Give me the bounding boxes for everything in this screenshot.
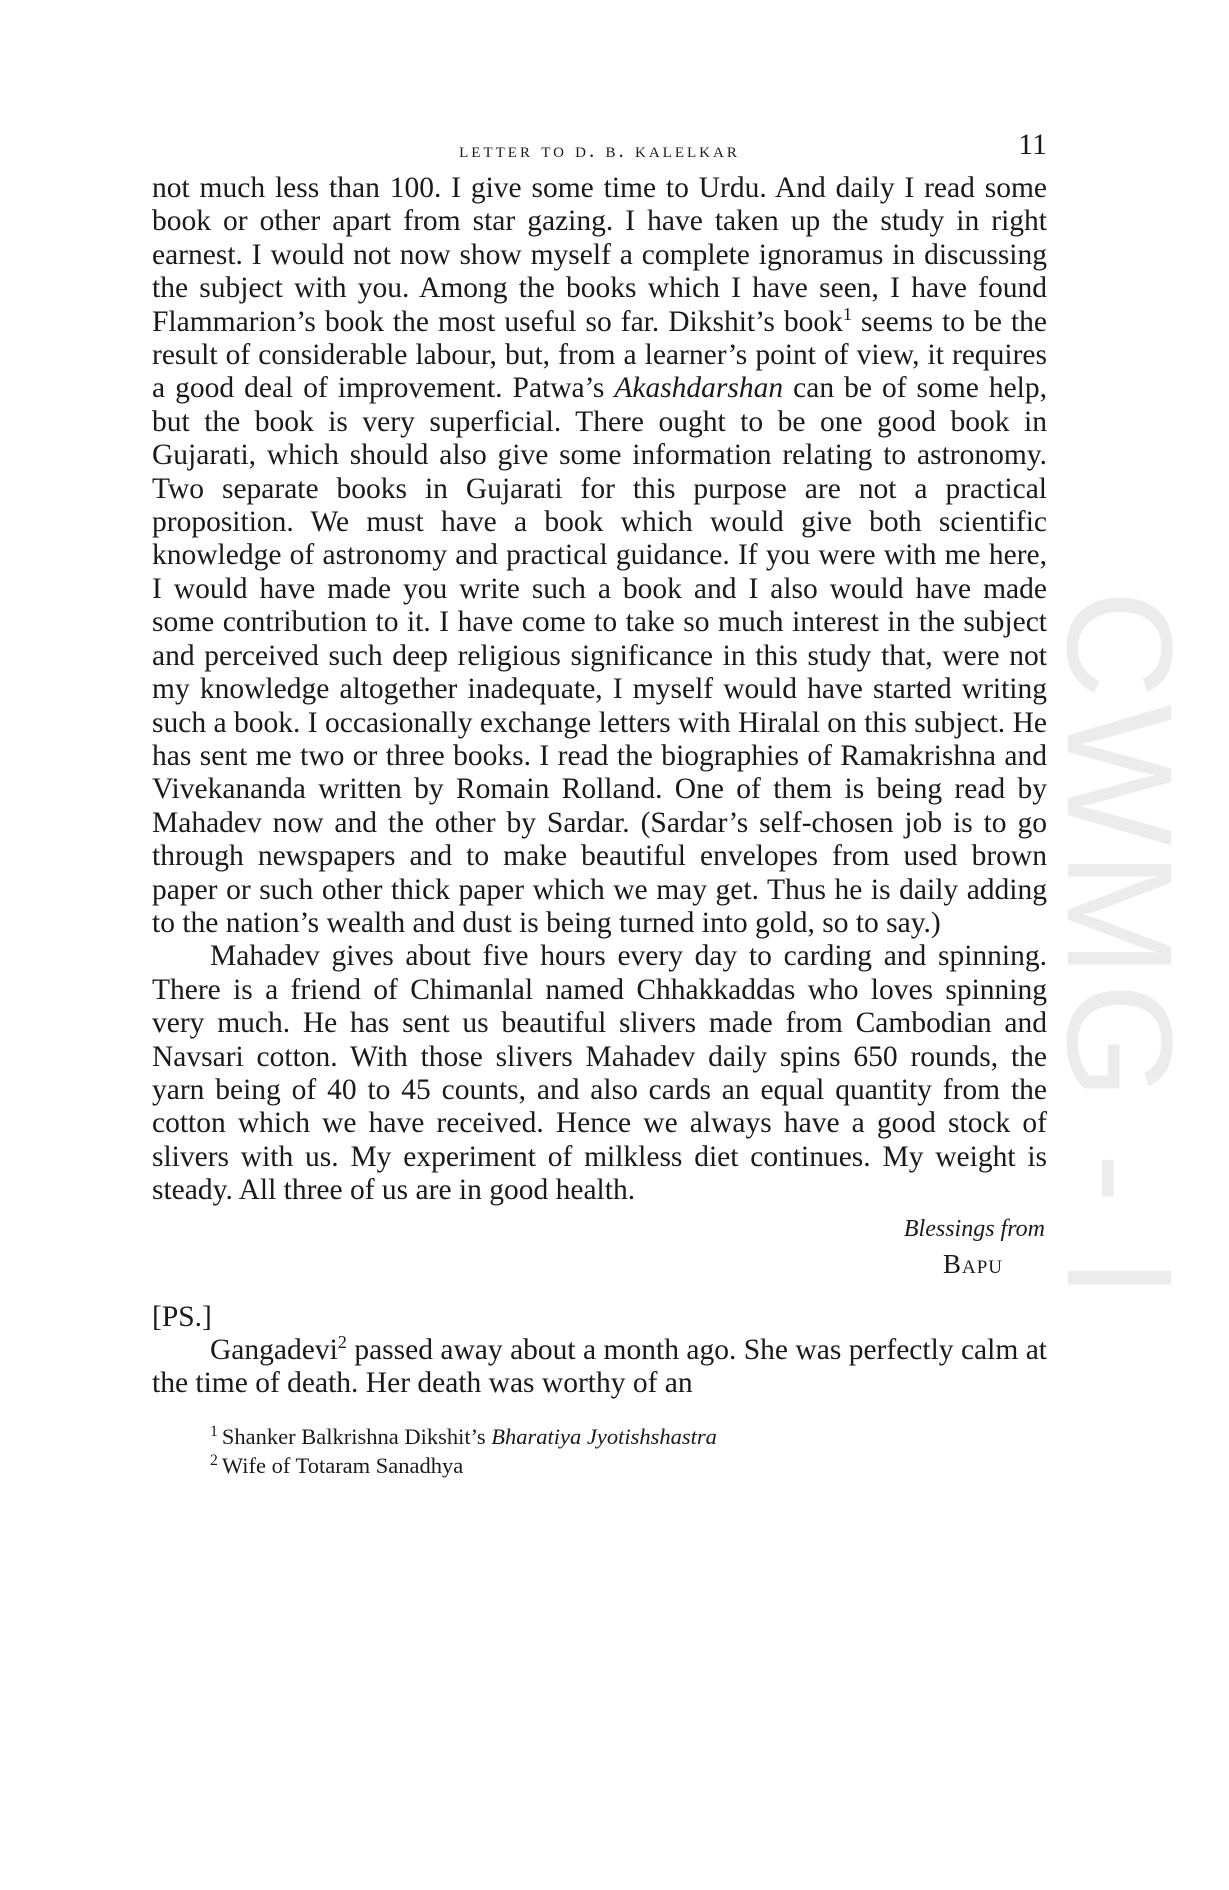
signoff xyxy=(152,1212,1047,1282)
page-number: 11 xyxy=(1018,128,1047,161)
signoff-name: Bapu xyxy=(942,1248,1003,1279)
footnotes xyxy=(152,1422,1047,1480)
footnote-ref-2: 2 xyxy=(337,1331,347,1352)
footnote-1: $^1$ Shanker Balkrishna Dikshit’s Bharatiya Jyotishshastra xyxy=(210,1422,717,1450)
watermark: CWMG - I xyxy=(1036,590,1204,1305)
signoff-blessings: Blessings from xyxy=(903,1215,1045,1242)
running-head: letter to d. b. kalelkar xyxy=(459,138,740,162)
footnote-ref-1: 1 xyxy=(842,303,852,324)
book-title: Akashdarshan xyxy=(614,372,784,405)
letter-body xyxy=(152,172,1047,1400)
ps-label: [PS.] xyxy=(152,1300,212,1333)
paragraph-1: not much less than 100. I give some time to Urdu. And daily I read some book or other apart from star gazing. I have taken up the study in right earnest. I would not now show myself a complete ignoramus in discussing the subject with you. Among the books which I have seen, I have found Flammarion’s book the most useful so far. Dikshit’s book$^1$ seems to be the result of considerable labour, but, from a learner’s point of view, it requires a good deal of improvement. Patwa’s Akashdarshan can be of some help, but the book is very superficial. There ought to be one good book in Gujarati, which should also give some information relating to astronomy. Two separate books in Gujarati for this purpose are not a practical proposition. We must have a book which would give both scientific knowledge of astronomy and practical guidance. If you were with me here, I would have made you write such a book and I also would have made some contribution to it. I have come to take so much interest in the subject and perceived such deep religious significance in this study that, were not my knowledge altogether inadequate, I myself would have started writing such a book. I occasionally exchange letters with Hiralal on this subject. He has sent me two or three books. I read the biographies of Ramakrishna and Vivekananda written by Romain Rolland. One of them is being read by Mahadev now and the other by Sardar. (Sardar’s self-chosen job is to go through newspapers and to make beautiful envelopes from used brown paper or such other thick paper which we may get. Thus he is daily adding to the nation’s wealth and dust is being turned into gold, so to say.) xyxy=(152,172,1047,939)
page xyxy=(152,128,1047,1480)
ps-paragraph: Gangadevi$^2$ passed away about a month ago. She was perfectly calm at the time of death. Her death was worthy of an xyxy=(152,1331,1047,1399)
page-header xyxy=(152,128,1047,172)
paragraph-2: Mahadev gives about five hours every day to carding and spinning. There is a friend of Chimanlal named Chhakkaddas who loves spinning very much. He has sent us beautiful slivers made from Cambodian and Navsari cotton. With those slivers Mahadev daily spins 650 rounds, the yarn being of 40 to 45 counts, and also cards an equal quantity from the cotton which we have received. Hence we always have a good stock of slivers with us. My experiment of milkless diet continues. My weight is steady. All three of us are in good health. xyxy=(152,940,1047,1207)
footnote-2: $^2$ Wife of Totaram Sanadhya xyxy=(210,1451,464,1479)
